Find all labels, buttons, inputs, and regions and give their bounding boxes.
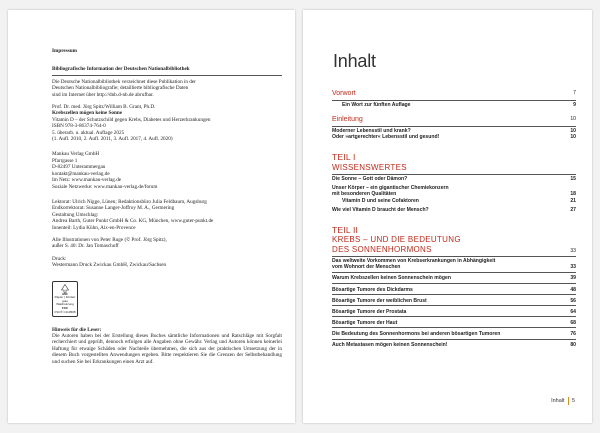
toc-page: 18 [570, 191, 576, 198]
toc-page: 10 [570, 134, 576, 141]
toc-label: Bösartige Tumore der Haut [332, 319, 398, 326]
divider [52, 75, 282, 76]
fsc-mark: FSC [62, 305, 68, 310]
toc-page: 27 [570, 206, 576, 213]
toc-item[interactable] [332, 100, 576, 109]
publisher-info [52, 151, 282, 189]
toc-item[interactable] [332, 126, 576, 135]
email-link[interactable]: kontakt@mankau-verlag.de [52, 170, 110, 177]
toc-label: Ein Wort zur fünften Auflage [342, 102, 411, 108]
text-line: Die Deutsche Nationalbibliothek verzeichnet diese Publikation in der [52, 78, 196, 85]
fsc-text: gute Waldnutzung [56, 298, 74, 307]
toc-label: Warum Krebszellen keinen Sonnenschein mögen [332, 275, 451, 282]
credits [52, 199, 282, 231]
toc-page: 80 [570, 342, 576, 348]
text-line: D-82497 Unterammergau [52, 164, 106, 171]
text-line: Deutschen Nationalbibliografie; detaillierte bibliografische Daten [52, 85, 189, 92]
part-title: WISSENSWERTES [332, 162, 407, 172]
text-line: Endkorrektorat: Susanne Langer-Joffroy M. A., Germering [52, 205, 175, 212]
text-line: Alle Illustrationen von Peter Ruge (© Prof. Jörg Spitz), [52, 236, 167, 243]
toc-label: mit besonderen Qualitäten [332, 191, 397, 198]
text-line: Gestaltung Umschlag: [52, 211, 99, 218]
authors: Prof. Dr. med. Jörg Spitz/William B. Grant, Ph.D. [52, 104, 156, 111]
footer-divider [568, 397, 569, 405]
toc-label: Bösartige Tumore des Dickdarms [332, 286, 413, 293]
toc-page: 64 [570, 308, 576, 315]
part-title: DES SONNENHORMONS [332, 244, 432, 254]
imprint-block [52, 48, 282, 365]
toc-page: 48 [570, 286, 576, 293]
edition-history: (1. Aufl. 2010, 2. Aufl. 2011, 3. Aufl. 2017, 4. Aufl. 2020) [52, 136, 173, 143]
text-line: Andrea Barth, Guter Punkt GmbH & Co. KG, München, www.guter-punkt.de [52, 218, 214, 225]
part-title-row [332, 245, 576, 255]
toc-item[interactable] [332, 320, 576, 329]
part-number: TEIL II [332, 224, 359, 235]
text-line: Druck: [52, 255, 67, 262]
toc-page: 10 [570, 116, 576, 123]
toc-page: 10 [570, 128, 576, 135]
toc-page: 33 [570, 248, 576, 255]
reader-note-text: Die Autoren haben bei der Erstellung dieses Buches sämtliche Informationen und Ratschläge mit Sorgfalt recherchiert und geprüft, dennoch erfolgen alle Angaben ohne Gewähr. Verlag und Autoren können keinerlei Haftung für etwaige Schäden oder Nachteile übernehmen, die sich aus der praktischen Umsetzung der in diesem Buch vorgestellten Anwendungen ergeben. Bitte respektieren Sie die Grenzen der Selbstbehandlung und suchen Sie bei Erkrankungen einen Arzt auf. [52, 332, 282, 365]
toc-item[interactable] [332, 309, 576, 318]
edition: 5. überarb. u. aktual. Auflage 2025 [52, 129, 125, 136]
toc-label: Die Sonne – Gott oder Dämon? [332, 176, 408, 183]
toc-item[interactable] [332, 331, 576, 340]
toc-label: Oder »artgerechter« Lebensstil und gesund! [332, 134, 440, 141]
text-line: Innenteil: Lydia Kühn, Aix-en-Provence [52, 224, 136, 231]
toc-label: Vitamin D und seine Cofaktoren [342, 197, 419, 204]
fsc-mix: MIX [62, 291, 68, 296]
right-page [303, 10, 592, 423]
print-info [52, 256, 282, 269]
fsc-text: Papier | Fördert [54, 295, 76, 300]
toc-page: 21 [570, 197, 576, 204]
toc-label: Wie viel Vitamin D braucht der Mensch? [332, 206, 429, 213]
toc-page: 15 [570, 176, 576, 183]
text-line: Westermann Druck Zwickau GmbH, Zwickau/Sachsen [52, 262, 167, 269]
toc-label: Auch Metastasen mögen keinen Sonnenschein! [332, 342, 448, 348]
isbn: ISBN 978-3-86374-764-0 [52, 123, 106, 130]
toc-vorwort[interactable] [332, 90, 576, 98]
illustration-credits [52, 237, 282, 250]
toc-item[interactable] [332, 287, 576, 296]
toc-page: 33 [570, 264, 576, 271]
subtitle: Vitamin D – der Schutzschild gegen Krebs, Diabetes und Herzerkrankungen [52, 116, 211, 123]
impressum-heading: Impressum [52, 48, 77, 54]
part-title: KREBS – UND DIE BEDEUTUNG [332, 235, 461, 245]
book-title: Krebszellen mögen keine Sonne [52, 110, 123, 117]
page-title: Inhalt [333, 51, 376, 71]
footer-label: Inhalt [551, 398, 565, 404]
page-number: 5 [571, 398, 575, 404]
toc-label: Unser Körper – ein gigantischer Chemiekonzern [332, 185, 449, 192]
book-info [52, 104, 282, 142]
text-line: Lektorat: Ulrich Nigge, Lünen; Redaktionsbüro Julia Feldbaum, Augsburg [52, 198, 207, 205]
bibliographic-heading: Bibliografische Information der Deutschen Nationalbibliothek [52, 66, 190, 73]
page-footer [551, 397, 575, 405]
toc-einleitung[interactable] [332, 116, 576, 124]
toc-label: Bösartige Tumore der weiblichen Brust [332, 297, 427, 304]
bibliographic-info [52, 79, 282, 98]
toc-page: 39 [570, 275, 576, 282]
toc-page: 9 [573, 102, 576, 108]
toc-label: Das weltweite Vorkommen von Krebserkrankungen in Abhängigkeit [332, 258, 496, 265]
toc-page: 68 [570, 319, 576, 326]
left-page [8, 10, 295, 423]
toc-label: Einleitung [332, 116, 363, 124]
text-line: Pfarrgasse 1 [52, 157, 78, 164]
toc-label: Bösartige Tumore der Prostata [332, 308, 407, 315]
toc-label: Vorwort [332, 90, 356, 97]
text-line: sind im Internet über http://dnb.d-nb.de abrufbar. [52, 91, 154, 98]
part-number: TEIL I [332, 152, 356, 163]
toc-label: vom Wohnort der Menschen [332, 264, 401, 271]
social-link[interactable]: Soziale Netzwerke: www.mankau-verlag.de/forum [52, 183, 158, 190]
toc-item[interactable] [332, 342, 576, 348]
website-link[interactable]: Im Netz: www.mankau-verlag.de [52, 177, 122, 184]
toc-page: 56 [570, 297, 576, 304]
toc-page: 76 [570, 330, 576, 337]
toc-label: Die Bedeutung des Sonnenhormons bei anderen bösartigen Tumoren [332, 330, 501, 337]
text-line: außer S. 40: Dr. Jan Tomaschoff [52, 243, 119, 250]
table-of-contents [332, 90, 576, 348]
toc-item[interactable] [332, 298, 576, 307]
toc-item[interactable] [332, 264, 576, 273]
toc-item[interactable] [332, 256, 576, 265]
text-line: Mankau Verlag GmbH [52, 151, 100, 158]
fsc-code: FSC® C110508 [54, 309, 76, 314]
fsc-logo [52, 281, 78, 317]
toc-item[interactable] [332, 174, 576, 183]
reader-note-heading: Hinweis für die Leser: [52, 326, 102, 333]
toc-item[interactable] [332, 275, 576, 284]
toc-page: 7 [573, 90, 576, 96]
toc-label: Moderner Lebensstil und krank? [332, 128, 411, 135]
